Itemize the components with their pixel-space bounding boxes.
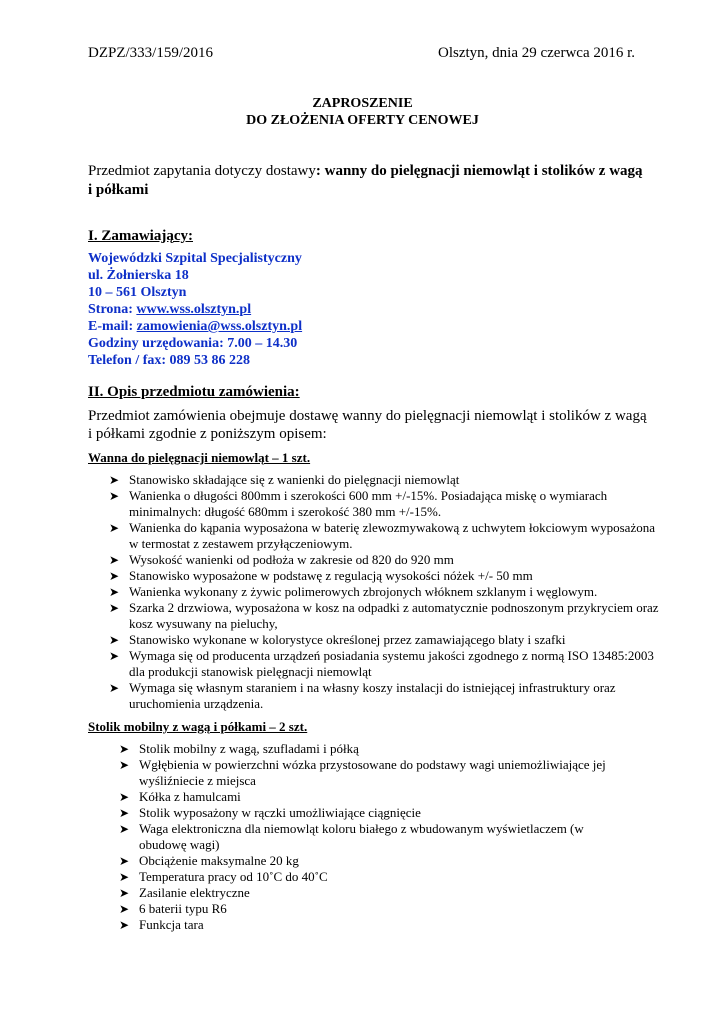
list-item: ➤ Wymaga się od producenta urządzeń posiadania systemu jakości zgodnego z normą ISO 13485:2003 dla produkcji stanowisk pielęgnacji niemowląt: [109, 648, 654, 679]
contractor-street: ul. Żołnierska 18: [88, 268, 189, 283]
list-item: ➤ Stolik mobilny z wagą, szufladami i półką: [119, 741, 359, 756]
arrowhead-bullet-icon: ➤: [119, 742, 130, 756]
list-item: ➤ Funkcja tara: [119, 917, 204, 932]
list-item: ➤ Szarka 2 drzwiowa, wyposażona w kosz na odpadki z automatycznie podnoszonym przykryciem oraz kosz wysuwany na pieluchy,: [109, 600, 659, 631]
stolik-requirements-list: [119, 741, 629, 933]
subject-bold-part: wanny do pielęgnacji niemowląt i stolików z wagą: [320, 163, 643, 179]
arrowhead-bullet-icon: ➤: [119, 790, 130, 804]
title-line-2: DO ZŁOŻENIA OFERTY CENOWEJ: [246, 113, 479, 128]
arrowhead-bullet-icon: ➤: [109, 681, 120, 695]
list-item: ➤ Stanowisko wyposażone w podstawę z regulacją wysokości nóżek +/- 50 mm: [109, 568, 533, 583]
arrowhead-bullet-icon: ➤: [119, 822, 130, 836]
contractor-name: Wojewódzki Szpital Specjalistyczny: [88, 251, 302, 266]
arrowhead-bullet-icon: ➤: [119, 870, 130, 884]
arrowhead-bullet-icon: ➤: [109, 633, 120, 647]
list-item: ➤ Wymaga się własnym staraniem i na własny koszy instalacji do istniejącej infrastruktury oraz uruchomienia urządzenia.: [109, 680, 616, 711]
arrowhead-bullet-icon: ➤: [109, 569, 120, 583]
arrowhead-bullet-icon: ➤: [109, 489, 120, 503]
email-link[interactable]: zamowienia@wss.olsztyn.pl: [136, 319, 303, 334]
list-item: ➤ Waga elektroniczna dla niemowląt koloru białego z wbudowanym wyświetlaczem (w obudowę wagi): [119, 821, 584, 852]
title-line-1: ZAPROSZENIE: [312, 96, 413, 111]
list-item: ➤ Wanienka do kąpania wyposażona w baterię zlewozmywakową z uchwytem łokciowym wyposażona w termostat z zestawem przyłączeniowym.: [109, 520, 655, 551]
website-label: Strona:: [88, 302, 137, 317]
arrowhead-bullet-icon: ➤: [109, 601, 120, 615]
arrowhead-bullet-icon: ➤: [109, 585, 120, 599]
list-item: ➤ Wysokość wanienki od podłoża w zakresie od 820 do 920 mm: [109, 552, 454, 567]
list-item: ➤ Wanienka o długości 800mm i szerokości 600 mm +/-15%. Posiadająca miskę o wymiarach minimalnych: długość 680mm i szerokość 380 mm +/-15%.: [109, 488, 608, 519]
list-item: ➤ Kółka z hamulcami: [119, 789, 241, 804]
contractor-website-row: [88, 301, 251, 318]
place-and-date: Olsztyn, dnia 29 czerwca 2016 r.: [438, 45, 636, 61]
list-item: ➤ Stolik wyposażony w rączki umożliwiające ciągnięcie: [119, 805, 421, 820]
section-2-intro-line-1: Przedmiot zamówienia obejmuje dostawę wanny do pielęgnacji niemowląt i stolików z wagą: [88, 408, 647, 424]
arrowhead-bullet-icon: ➤: [119, 918, 130, 932]
contractor-phone: Telefon / fax: 089 53 86 228: [88, 353, 251, 368]
subject-line-1: [88, 162, 643, 180]
wanna-requirements-list: [109, 472, 659, 712]
list-item: ➤ 6 baterii typu R6: [119, 901, 227, 916]
arrowhead-bullet-icon: ➤: [109, 473, 120, 487]
list-item: ➤ Wanienka wykonany z żywic polimerowych zbrojonych włóknem szklanym i węglowym.: [109, 584, 598, 599]
section-1-heading: I. Zamawiający:: [88, 228, 193, 244]
arrowhead-bullet-icon: ➤: [119, 758, 130, 772]
list-item: ➤ Wgłębienia w powierzchni wózka przystosowane do podstawy wagi uniemożliwiające jej wyśliźniecie z miejsca: [119, 757, 606, 788]
contractor-city: 10 – 561 Olsztyn: [88, 285, 187, 300]
arrowhead-bullet-icon: ➤: [109, 553, 120, 567]
wanna-heading: Wanna do pielęgnacji niemowląt – 1 szt.: [88, 450, 311, 465]
arrowhead-bullet-icon: ➤: [119, 806, 130, 820]
list-item: ➤ Stanowisko składające się z wanienki do pielęgnacji niemowląt: [109, 472, 460, 487]
arrowhead-bullet-icon: ➤: [119, 902, 130, 916]
section-2-heading: II. Opis przedmiotu zamówienia:: [88, 384, 300, 400]
subject-colon: :: [315, 163, 321, 179]
subject-prefix: Przedmiot zapytania dotyczy dostawy: [88, 163, 316, 179]
list-item: ➤ Temperatura pracy od 10˚C do 40˚C: [119, 869, 328, 884]
list-item: ➤ Obciążenie maksymalne 20 kg: [119, 853, 299, 868]
website-link[interactable]: www.wss.olsztyn.pl: [136, 302, 252, 317]
list-item: ➤ Zasilanie elektryczne: [119, 885, 250, 900]
subject-line-2: i półkami: [88, 182, 149, 198]
arrowhead-bullet-icon: ➤: [109, 649, 120, 663]
contractor-email-row: [88, 318, 302, 335]
contractor-hours: Godziny urzędowania: 7.00 – 14.30: [88, 336, 298, 351]
arrowhead-bullet-icon: ➤: [119, 854, 130, 868]
list-item: ➤ Stanowisko wykonane w kolorystyce określonej przez zamawiającego blaty i szafki: [109, 632, 566, 647]
arrowhead-bullet-icon: ➤: [119, 886, 130, 900]
stolik-heading: Stolik mobilny z wagą i półkami – 2 szt.: [88, 719, 308, 734]
document-number: DZPZ/333/159/2016: [88, 45, 214, 61]
email-label: E-mail:: [88, 319, 137, 334]
section-2-intro-line-2: i półkami zgodnie z poniższym opisem:: [88, 426, 327, 442]
arrowhead-bullet-icon: ➤: [109, 521, 120, 535]
